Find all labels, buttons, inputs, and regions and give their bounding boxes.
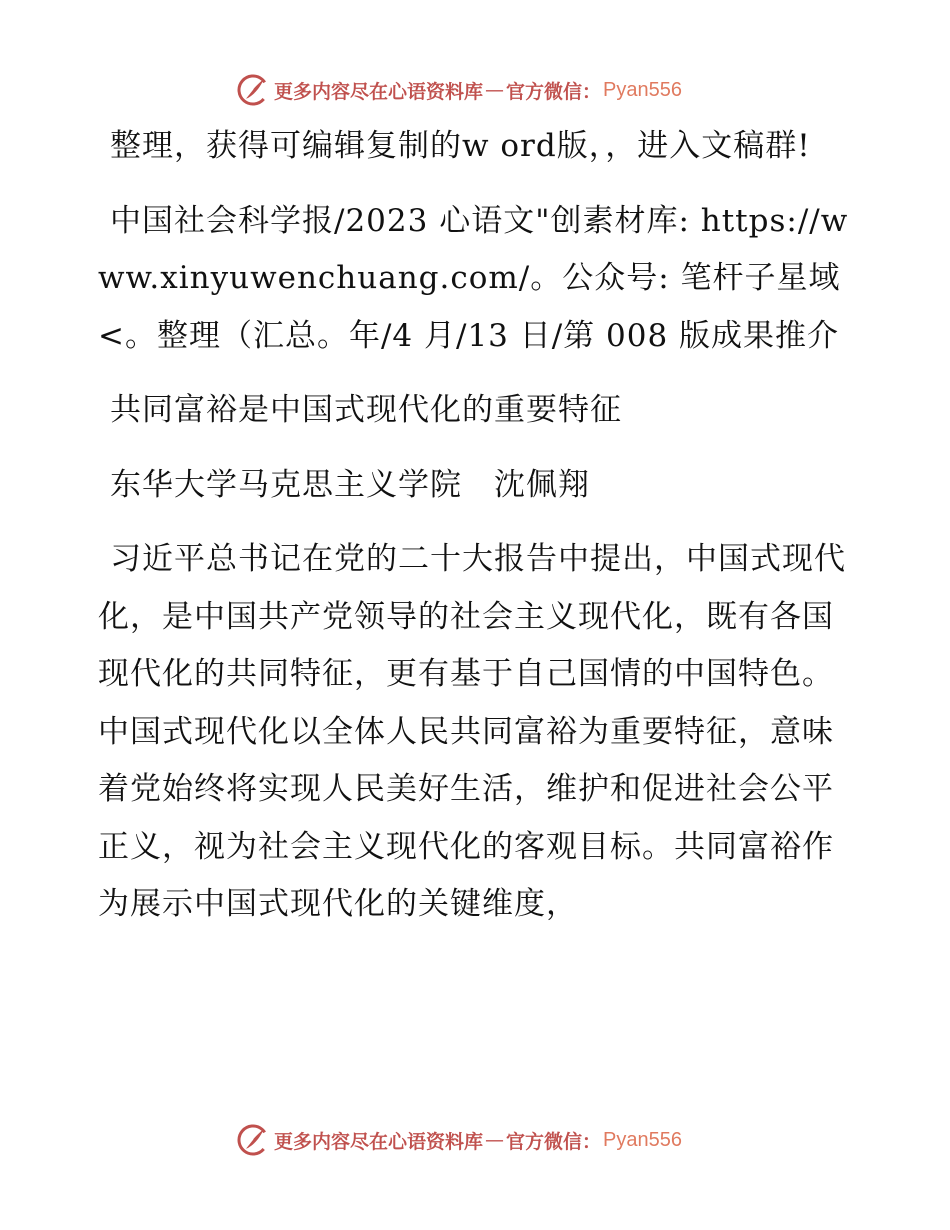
header-watermark xyxy=(236,72,682,108)
paragraph-source: 中国社会科学报/2023 心语文"创素材库: https://www.xinyuwenchuang.com/。公众号: 笔杆子星域<。整理（汇总。年/4 月/13 日/第 008 版成果推介 xyxy=(98,202,849,354)
feather-pen-logo-icon xyxy=(236,73,270,107)
watermark-site-text: 更多内容尽在心语资料库 xyxy=(274,1130,484,1153)
watermark-site-text: 更多内容尽在心语资料库 xyxy=(274,80,484,103)
paragraph-notice: 整理，获得可编辑复制的w ord版，，进入文稿群! xyxy=(110,128,811,164)
watermark-wechat-label: 官方微信： xyxy=(506,1130,602,1153)
watermark-wechat-label: 官方微信： xyxy=(506,80,602,103)
article-title: 共同富裕是中国式现代化的重要特征 xyxy=(110,392,622,428)
watermark-dash: — xyxy=(485,79,505,101)
document-body xyxy=(98,118,858,951)
paragraph-body: 习近平总书记在党的二十大报告中提出，中国式现代化，是中国共产党领导的社会主义现代化，既有各国现代化的共同特征，更有基于自己国情的中国特色。中国式现代化以全体人民共同富裕为重要特征，意味着党始终将实现人民美好生活，维护和促进社会公平正义，视为社会主义现代化的客观目标。共同富裕作为展示中国式现代化的关键维度， xyxy=(98,541,846,922)
feather-pen-logo-icon xyxy=(236,1123,270,1157)
article-author: 东华大学马克思主义学院 沈佩翔 xyxy=(110,466,590,503)
watermark-dash: — xyxy=(485,1129,505,1151)
watermark-wechat-id: Pyan556 xyxy=(603,1128,682,1151)
watermark-wechat-id: Pyan556 xyxy=(603,78,682,101)
footer-watermark xyxy=(236,1122,682,1158)
